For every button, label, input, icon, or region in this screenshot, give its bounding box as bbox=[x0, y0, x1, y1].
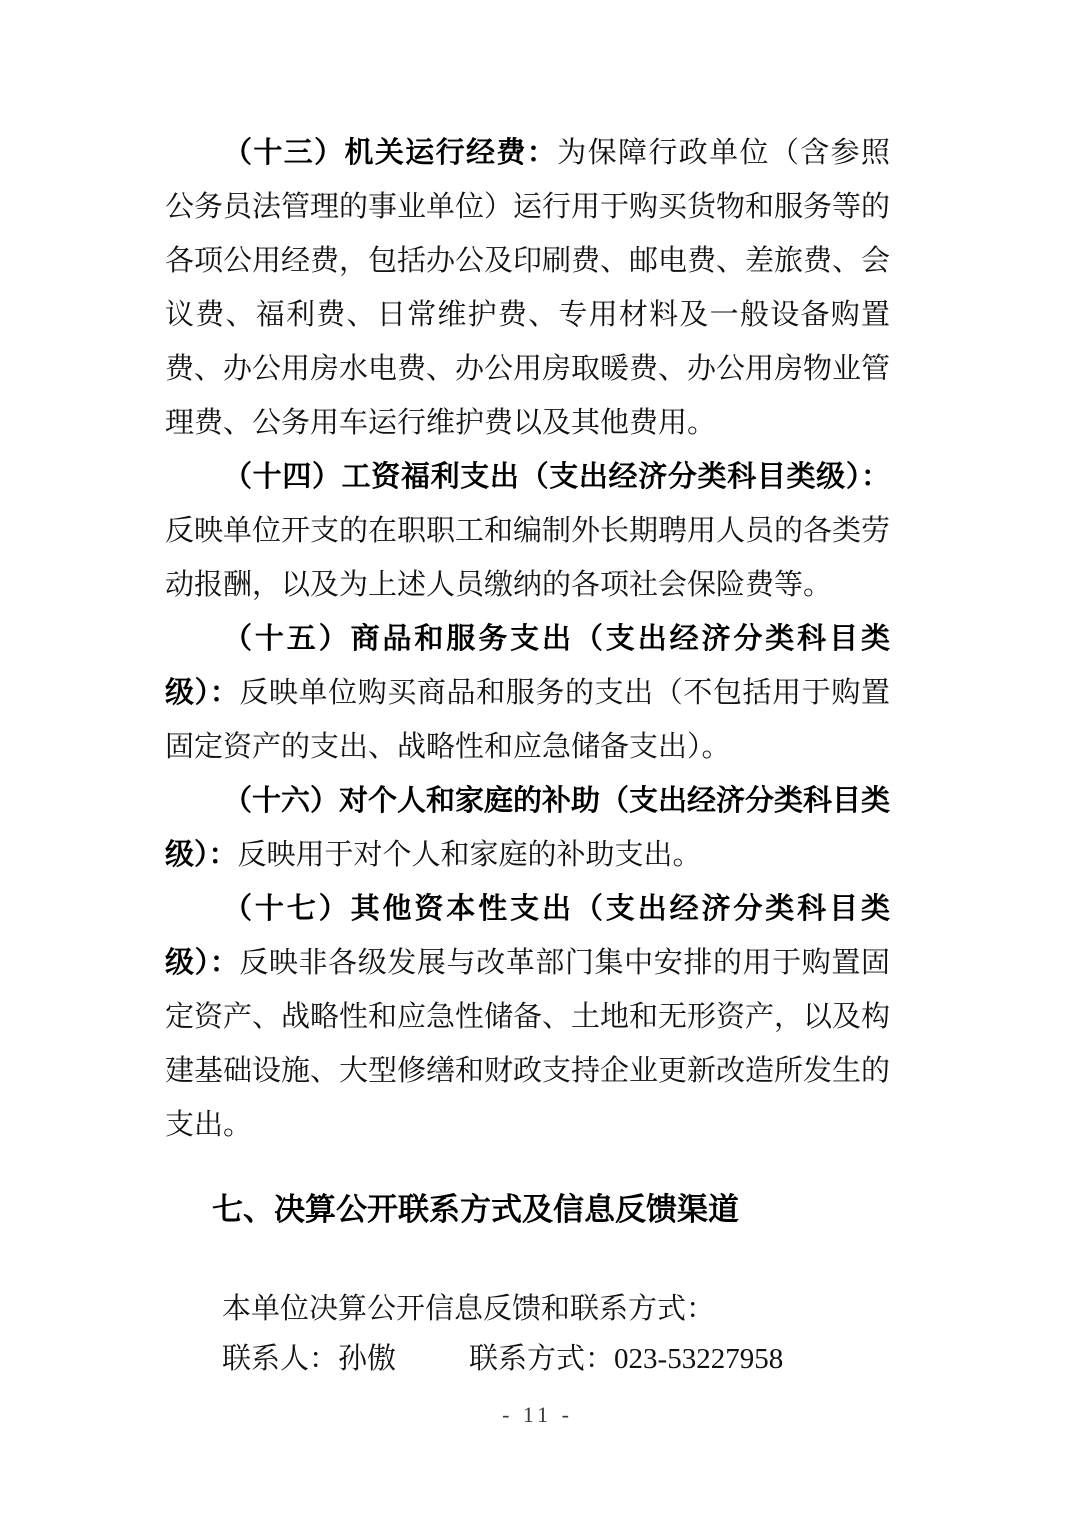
definition-body: 为保障行政单位（含参照公务员法管理的事业单位）运行用于购买货物和服务等的各项公用经费，包括办公及印刷费、邮电费、差旅费、会议费、福利费、日常维护费、专用材料及一般设备购置费、办公用房水电费、办公用房取暖费、办公用房物业管理费、公务用车运行维护费以及其他费用。 bbox=[165, 137, 891, 439]
definition-body: 反映用于对个人和家庭的补助支出。 bbox=[237, 839, 702, 871]
definition-paragraph-15 bbox=[165, 612, 890, 774]
definition-paragraph-13 bbox=[165, 126, 890, 450]
definition-head: （十四）工资福利支出（支出经济分类科目类级）： bbox=[223, 461, 890, 493]
contact-method-label: 联系方式： bbox=[469, 1343, 615, 1375]
contact-person-name: 孙傲 bbox=[338, 1343, 397, 1375]
contact-person-label: 联系人： bbox=[222, 1343, 339, 1375]
definition-body: 反映单位开支的在职职工和编制外长期聘用人员的各类劳动报酬，以及为上述人员缴纳的各项社会保险费等。 bbox=[165, 515, 891, 601]
definition-head: （十三）机关运行经费： bbox=[223, 137, 558, 169]
definition-body: 反映非各级发展与改革部门集中安排的用于购置固定资产、战略性和应急性储备、土地和无形资产，以及构建基础设施、大型修缮和财政支持企业更新改造所发生的支出。 bbox=[165, 947, 891, 1141]
definition-paragraph-16 bbox=[165, 774, 890, 882]
definition-head: （十七）其他资本性支出（支出经济分类科目类级）： bbox=[165, 893, 890, 979]
definition-body: 反映单位购买商品和服务的支出（不包括用于购置固定资产的支出、战略性和应急储备支出）。 bbox=[165, 677, 890, 763]
definition-paragraph-14 bbox=[165, 450, 890, 612]
page-content bbox=[165, 126, 890, 1384]
definition-head: （十五）商品和服务支出（支出经济分类科目类级）： bbox=[165, 623, 890, 709]
contact-method-value: 023-53227958 bbox=[614, 1343, 784, 1375]
page-number: - 11 - bbox=[502, 1402, 573, 1427]
definition-paragraph-17 bbox=[165, 882, 890, 1152]
contact-line bbox=[165, 1334, 890, 1384]
contact-intro: 本单位决算公开信息反馈和联系方式： bbox=[222, 1293, 716, 1325]
definition-head: （十六）对个人和家庭的补助（支出经济分类科目类级）： bbox=[165, 785, 891, 871]
section-heading: 七、决算公开联系方式及信息反馈渠道 bbox=[212, 1192, 739, 1227]
